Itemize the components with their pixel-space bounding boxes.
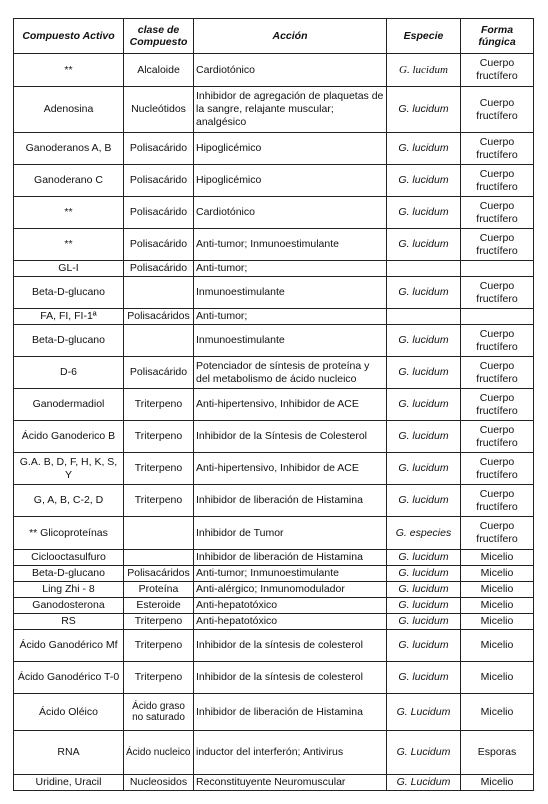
cell-accion: Inhibidor de liberación de Histamina	[194, 550, 387, 566]
cell-compuesto: RS	[14, 614, 124, 630]
table-row	[14, 550, 534, 566]
table-row	[14, 598, 534, 614]
cell-accion: Inhibidor de la síntesis de colesterol	[194, 630, 387, 662]
table-row	[14, 277, 534, 309]
table-row	[14, 87, 534, 133]
cell-accion: Hipoglicémico	[194, 165, 387, 197]
cell-forma: Cuerpo fructífero	[461, 517, 534, 550]
cell-clase: Polisacárido	[124, 357, 194, 389]
table-row	[14, 325, 534, 357]
cell-forma: Micelio	[461, 582, 534, 598]
cell-clase: Proteína	[124, 582, 194, 598]
table-row	[14, 197, 534, 229]
cell-compuesto: FA, FI, FI-1ª	[14, 309, 124, 325]
cell-especie: G. lucidum	[387, 165, 461, 197]
cell-especie: G. lucidum	[387, 662, 461, 694]
cell-forma: Esporas	[461, 731, 534, 775]
table-row	[14, 694, 534, 731]
cell-clase: Ácido nucleico	[124, 731, 194, 775]
table-row	[14, 630, 534, 662]
cell-especie: G. lucidum	[387, 630, 461, 662]
cell-compuesto: D-6	[14, 357, 124, 389]
table-row	[14, 517, 534, 550]
cell-compuesto: Ganoderano C	[14, 165, 124, 197]
cell-clase: Ácido graso no saturado	[124, 694, 194, 731]
cell-especie: G. lucidum	[387, 87, 461, 133]
cell-clase	[124, 550, 194, 566]
table-row	[14, 165, 534, 197]
cell-forma: Cuerpo fructífero	[461, 325, 534, 357]
cell-forma	[461, 261, 534, 277]
cell-forma: Cuerpo fructífero	[461, 421, 534, 453]
cell-clase: Polisacárido	[124, 261, 194, 277]
cell-clase	[124, 277, 194, 309]
cell-forma: Cuerpo fructífero	[461, 277, 534, 309]
cell-clase: Polisacáridos	[124, 566, 194, 582]
cell-especie: G. lucidum	[387, 325, 461, 357]
cell-accion: Inmunoestimulante	[194, 325, 387, 357]
cell-clase: Triterpeno	[124, 630, 194, 662]
header-compuesto: Compuesto Activo	[14, 19, 124, 54]
cell-compuesto: Ácido Oléico	[14, 694, 124, 731]
cell-especie: G. lucidum	[387, 357, 461, 389]
cell-especie: G. lucidum	[387, 277, 461, 309]
cell-especie: G. lucidum	[387, 566, 461, 582]
cell-compuesto: Beta-D-glucano	[14, 325, 124, 357]
cell-forma: Micelio	[461, 694, 534, 731]
cell-accion: Potenciador de síntesis de proteína y del metabolismo de ácido nucleico	[194, 357, 387, 389]
cell-accion: Cardiotónico	[194, 54, 387, 87]
cell-accion: inductor del interferón; Antivirus	[194, 731, 387, 775]
header-clase: clase de Compuesto	[124, 19, 194, 54]
cell-compuesto: **	[14, 197, 124, 229]
cell-compuesto: Adenosina	[14, 87, 124, 133]
cell-forma: Cuerpo fructífero	[461, 229, 534, 261]
table-row	[14, 662, 534, 694]
cell-especie	[387, 309, 461, 325]
cell-especie: G. lucidum	[387, 389, 461, 421]
table-row	[14, 133, 534, 165]
cell-especie: G. lucidum	[387, 54, 461, 87]
cell-especie: G. lucidum	[387, 421, 461, 453]
cell-especie: G. especies	[387, 517, 461, 550]
cell-forma: Cuerpo fructífero	[461, 389, 534, 421]
cell-especie	[387, 261, 461, 277]
cell-especie: G. lucidum	[387, 133, 461, 165]
cell-especie: G. Lucidum	[387, 775, 461, 791]
cell-accion: Anti-tumor; Inmunoestimulante	[194, 566, 387, 582]
cell-especie: G. lucidum	[387, 582, 461, 598]
cell-especie: G. Lucidum	[387, 731, 461, 775]
cell-accion: Anti-tumor;	[194, 309, 387, 325]
cell-forma: Micelio	[461, 614, 534, 630]
cell-accion: Hipoglicémico	[194, 133, 387, 165]
cell-compuesto: Ganoderanos A, B	[14, 133, 124, 165]
cell-compuesto: Ácido Ganoderico B	[14, 421, 124, 453]
cell-forma: Micelio	[461, 598, 534, 614]
cell-forma: Micelio	[461, 775, 534, 791]
table-row	[14, 731, 534, 775]
cell-accion: Inhibidor de Tumor	[194, 517, 387, 550]
cell-clase: Triterpeno	[124, 389, 194, 421]
cell-clase: Nucleótidos	[124, 87, 194, 133]
cell-compuesto: **	[14, 229, 124, 261]
cell-clase: Polisacárido	[124, 229, 194, 261]
cell-compuesto: GL-I	[14, 261, 124, 277]
cell-clase: Polisacárido	[124, 133, 194, 165]
header-especie: Especie	[387, 19, 461, 54]
cell-especie: G. lucidum	[387, 598, 461, 614]
table-row	[14, 582, 534, 598]
cell-clase: Triterpeno	[124, 453, 194, 485]
cell-accion: Anti-tumor;	[194, 261, 387, 277]
cell-compuesto: Ciclooctasulfuro	[14, 550, 124, 566]
cell-clase: Nucleosidos	[124, 775, 194, 791]
cell-clase: Triterpeno	[124, 485, 194, 517]
table-row	[14, 485, 534, 517]
cell-compuesto: Uridine, Uracil	[14, 775, 124, 791]
cell-accion: Anti-hipertensivo, Inhibidor de ACE	[194, 389, 387, 421]
cell-forma: Cuerpo fructífero	[461, 165, 534, 197]
cell-accion: Inhibidor de agregación de plaquetas de la sangre, relajante muscular; analgésico	[194, 87, 387, 133]
cell-clase	[124, 517, 194, 550]
cell-accion: Anti-hepatotóxico	[194, 598, 387, 614]
header-accion: Acción	[194, 19, 387, 54]
cell-forma: Micelio	[461, 550, 534, 566]
cell-forma: Cuerpo fructífero	[461, 197, 534, 229]
cell-compuesto: Beta-D-glucano	[14, 277, 124, 309]
cell-forma: Cuerpo fructífero	[461, 133, 534, 165]
cell-forma: Micelio	[461, 662, 534, 694]
cell-accion: Inhibidor de la síntesis de colesterol	[194, 662, 387, 694]
table-row	[14, 775, 534, 791]
cell-clase	[124, 325, 194, 357]
cell-accion: Inhibidor de la Síntesis de Colesterol	[194, 421, 387, 453]
cell-especie: G. lucidum	[387, 550, 461, 566]
header-forma: Forma fúngica	[461, 19, 534, 54]
cell-compuesto: G.A. B, D, F, H, K, S, Y	[14, 453, 124, 485]
table-row	[14, 229, 534, 261]
table-row	[14, 453, 534, 485]
cell-especie: G. lucidum	[387, 453, 461, 485]
cell-especie: G. lucidum	[387, 485, 461, 517]
cell-forma: Micelio	[461, 630, 534, 662]
cell-accion: Anti-hepatotóxico	[194, 614, 387, 630]
cell-compuesto: Ácido Ganodérico Mf	[14, 630, 124, 662]
cell-clase: Alcaloide	[124, 54, 194, 87]
cell-accion: Inhibidor de liberación de Histamina	[194, 694, 387, 731]
cell-accion: Inmunoestimulante	[194, 277, 387, 309]
table-row	[14, 614, 534, 630]
cell-forma: Micelio	[461, 566, 534, 582]
cell-accion: Anti-tumor; Inmunoestimulante	[194, 229, 387, 261]
table-row	[14, 309, 534, 325]
cell-compuesto: Ganodosterona	[14, 598, 124, 614]
cell-compuesto: G, A, B, C-2, D	[14, 485, 124, 517]
cell-compuesto: Beta-D-glucano	[14, 566, 124, 582]
cell-accion: Reconstituyente Neuromuscular	[194, 775, 387, 791]
cell-especie: G. Lucidum	[387, 694, 461, 731]
cell-clase: Polisacárido	[124, 197, 194, 229]
table-row	[14, 261, 534, 277]
cell-forma	[461, 309, 534, 325]
cell-especie: G. lucidum	[387, 197, 461, 229]
table-row	[14, 421, 534, 453]
cell-accion: Anti-hipertensivo, Inhibidor de ACE	[194, 453, 387, 485]
cell-compuesto: RNA	[14, 731, 124, 775]
table-row	[14, 566, 534, 582]
cell-clase: Polisacáridos	[124, 309, 194, 325]
cell-especie: G. lucidum	[387, 229, 461, 261]
compounds-table	[13, 18, 534, 791]
table-body	[14, 54, 534, 791]
table-row	[14, 389, 534, 421]
table-row	[14, 357, 534, 389]
cell-clase: Esteroide	[124, 598, 194, 614]
cell-forma: Cuerpo fructífero	[461, 87, 534, 133]
cell-accion: Anti-alérgico; Inmunomodulador	[194, 582, 387, 598]
cell-clase: Triterpeno	[124, 614, 194, 630]
cell-accion: Cardiotónico	[194, 197, 387, 229]
cell-compuesto: Ácido Ganodérico T-0	[14, 662, 124, 694]
cell-forma: Cuerpo fructífero	[461, 453, 534, 485]
cell-clase: Polisacárido	[124, 165, 194, 197]
cell-compuesto: Ling Zhi - 8	[14, 582, 124, 598]
cell-clase: Triterpeno	[124, 421, 194, 453]
cell-accion: Inhibidor de liberación de Histamina	[194, 485, 387, 517]
cell-compuesto: Ganodermadiol	[14, 389, 124, 421]
table-header-row	[14, 19, 534, 54]
cell-compuesto: **	[14, 54, 124, 87]
table-row	[14, 54, 534, 87]
cell-forma: Cuerpo fructífero	[461, 54, 534, 87]
cell-forma: Cuerpo fructífero	[461, 357, 534, 389]
cell-clase: Triterpeno	[124, 662, 194, 694]
cell-especie: G. lucidum	[387, 614, 461, 630]
cell-forma: Cuerpo fructífero	[461, 485, 534, 517]
cell-compuesto: ** Glicoproteínas	[14, 517, 124, 550]
